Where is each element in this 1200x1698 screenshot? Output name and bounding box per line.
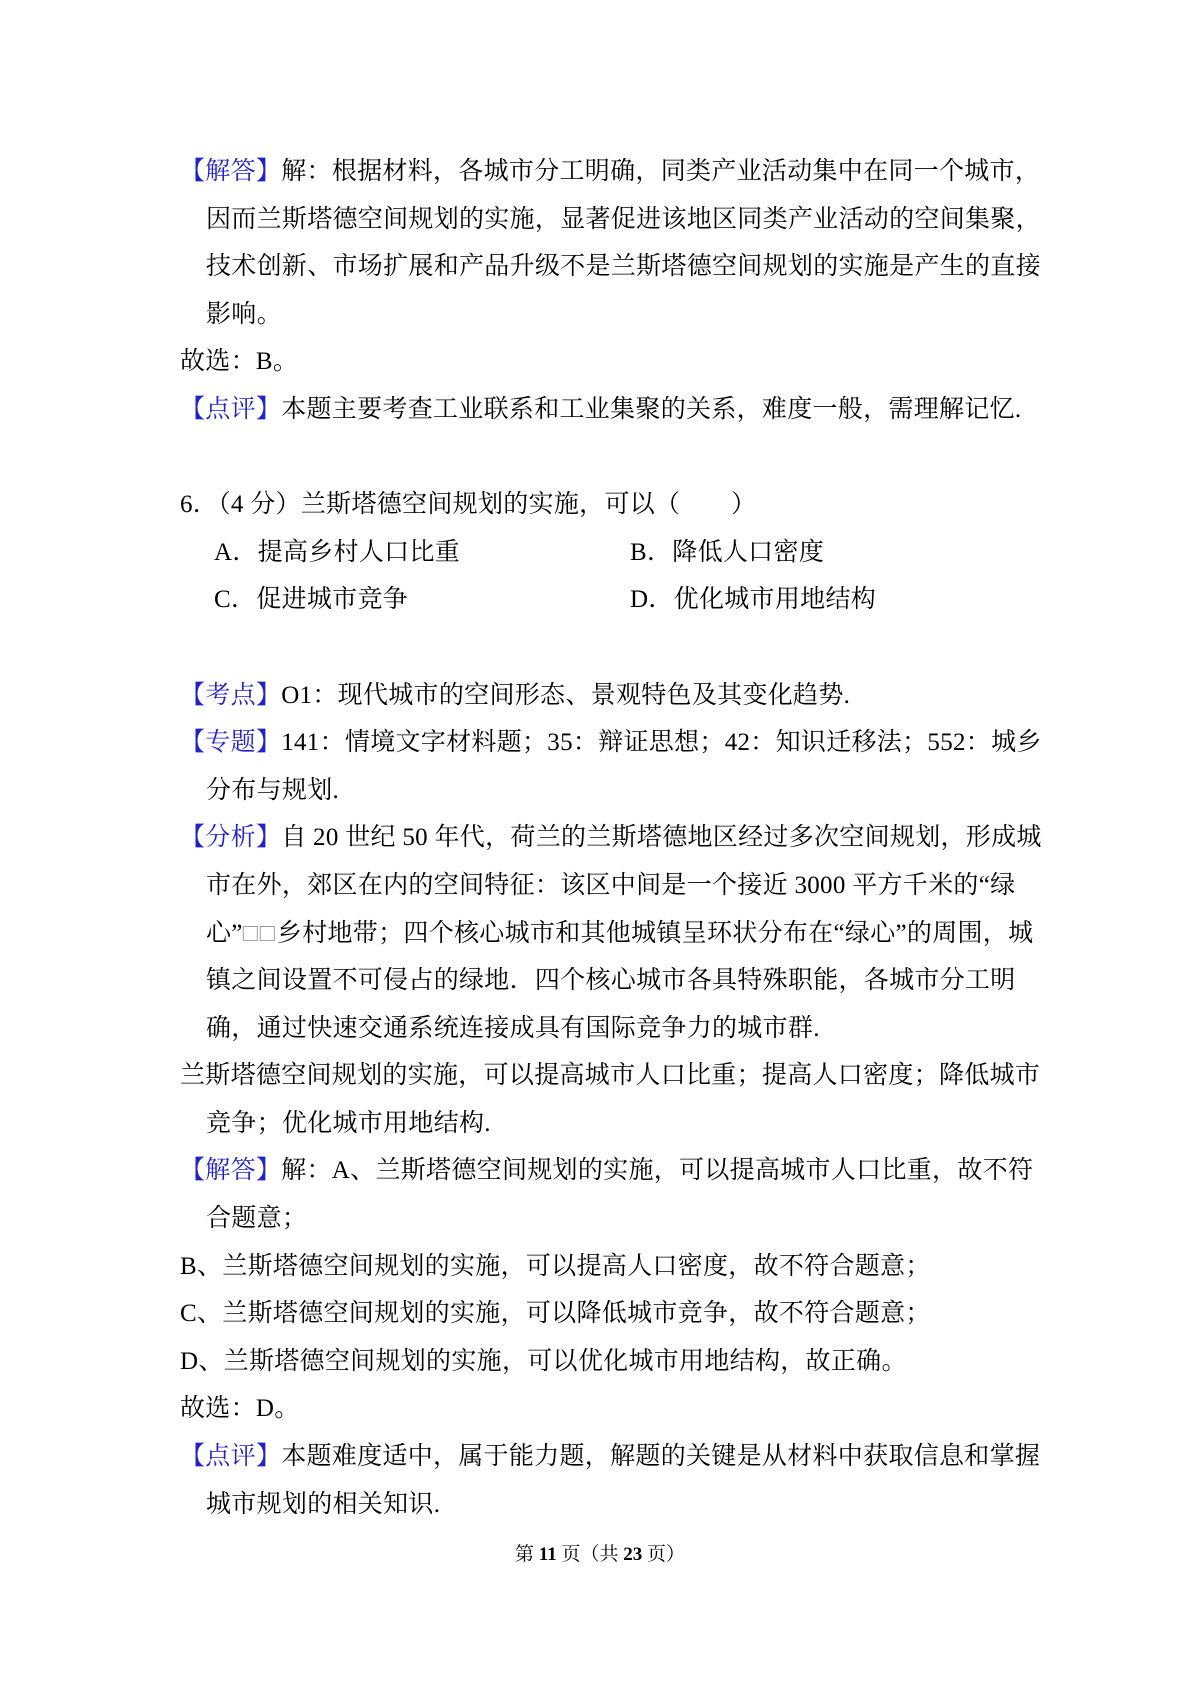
q6-dianping-line-1: [180, 1433, 1060, 1481]
q6-fenxi-line-1: [180, 814, 1060, 862]
q6-options-row-2: [180, 576, 1060, 624]
q6-fenxi-line-5: 确，通过快速交通系统连接成具有国际竞争力的城市群.: [206, 1014, 820, 1042]
q6-fenxi-text-1: 自 20 世纪 50 年代，荷兰的兰斯塔德地区经过多次空间规划，形成城: [281, 824, 1042, 852]
q6-fenxi-line-4: 镇之间设置不可侵占的绿地．四个核心城市各具特殊职能，各城市分工明: [206, 967, 1016, 995]
spacer: [180, 434, 1060, 482]
q6-dianping-line-2: 城市规划的相关知识.: [206, 1490, 441, 1518]
q6-jieda-line-1: [180, 1147, 1060, 1195]
jieda-label: 【解答】: [180, 158, 282, 185]
q6-jieda-text-1: 解：A、兰斯塔德空间规划的实施，可以提高城市人口比重，故不符: [281, 1157, 1034, 1185]
q6-jieda-line-3: B、兰斯塔德空间规划的实施，可以提高人口密度，故不符合题意；: [180, 1252, 931, 1280]
footer-prefix: 第: [515, 1544, 539, 1565]
q6-jieda-line-2: 合题意；: [206, 1205, 308, 1233]
dianping-label: 【点评】: [180, 395, 282, 423]
q6-fenxi-text-3a: 心”: [206, 919, 243, 947]
q6-zhuanti-text-1: 141：情境文字材料题；35：辩证思想；42：知识迁移法；552：城乡: [281, 729, 1042, 757]
kaodian-label: 【考点】: [180, 681, 282, 709]
total-pages: 23: [623, 1544, 643, 1565]
q6-summary-line-1: 兰斯塔德空间规划的实施，可以提高城市人口比重；提高人口密度；降低城市: [180, 1062, 1041, 1090]
q6-fenxi-text-3b: 乡村地带；四个核心城市和其他城镇呈环状分布在“绿心”的周围，城: [276, 919, 1034, 947]
q5-dianping-text: 本题主要考查工业联系和工业集聚的关系，难度一般，需理解记忆.: [281, 395, 1022, 423]
q6-stem: 6．（4 分）兰斯塔德空间规划的实施，可以（ ）: [180, 491, 757, 519]
q6-jieda-line-4: C、兰斯塔德空间规划的实施，可以降低城市竞争，故不符合题意；: [180, 1300, 931, 1328]
q6-jieda-line-5: D、兰斯塔德空间规划的实施，可以优化城市用地结构，故正确。: [180, 1347, 907, 1375]
q5-dianping-line: [180, 386, 1060, 434]
missing-glyph-boxes: □□: [242, 919, 277, 947]
page-content: [180, 148, 1060, 1528]
footer-suffix: 页）: [642, 1544, 685, 1565]
q6-options-row-1: [180, 529, 1060, 577]
q6-answer-choice: 故选：D。: [180, 1395, 300, 1423]
q5-jieda-line-3: 技术创新、市场扩展和产品升级不是兰斯塔德空间规划的实施是产生的直接: [206, 253, 1041, 281]
dianping-label: 【点评】: [180, 1443, 282, 1471]
q6-fenxi-line-3: [180, 910, 1060, 958]
q6-zhuanti-line-2: 分布与规划.: [206, 776, 340, 804]
q6-option-c: C．促进城市竞争: [214, 586, 409, 614]
q5-jieda-text-1: 解：根据材料，各城市分工明确，同类产业活动集中在同一个城市，: [281, 158, 1041, 185]
q5-jieda-line-4: 影响。: [206, 300, 282, 328]
q6-zhuanti-line-1: [180, 719, 1060, 767]
q6-fenxi-line-2: 市在外，郊区在内的空间特征：该区中间是一个接近 3000 平方千米的“绿: [206, 871, 1016, 899]
q5-jieda-line-2: 因而兰斯塔德空间规划的实施，显著促进该地区同类产业活动的空间集聚，: [206, 205, 1041, 233]
jieda-label: 【解答】: [180, 1157, 282, 1185]
fenxi-label: 【分析】: [180, 824, 282, 852]
footer-middle: 页（共: [556, 1544, 624, 1565]
q6-kaodian-text: O1：现代城市的空间形态、景观特色及其变化趋势.: [281, 681, 851, 709]
q5-answer-choice: 故选：B。: [180, 348, 299, 376]
q6-summary-line-2: 竞争；优化城市用地结构.: [206, 1109, 491, 1137]
q6-kaodian-line: [180, 672, 1060, 720]
spacer: [180, 624, 1060, 672]
q5-jieda-line-1: [180, 148, 1060, 196]
page-footer: [0, 1540, 1200, 1570]
q6-option-d: D．优化城市用地结构: [630, 586, 877, 614]
zhuanti-label: 【专题】: [180, 729, 282, 757]
q6-dianping-text-1: 本题难度适中，属于能力题，解题的关键是从材料中获取信息和掌握: [281, 1443, 1041, 1471]
q6-option-b: B．降低人口密度: [630, 538, 825, 566]
q6-option-a: A．提高乡村人口比重: [214, 538, 461, 566]
page-number: 11: [538, 1544, 557, 1565]
